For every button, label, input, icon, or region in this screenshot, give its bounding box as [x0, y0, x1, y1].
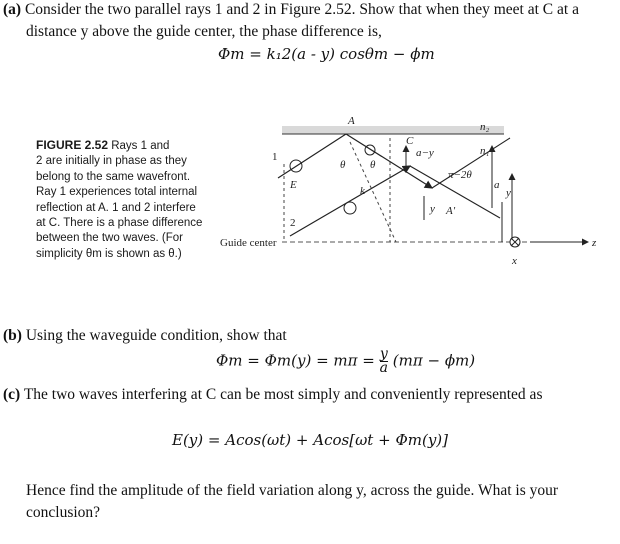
label-guide-center: Guide center: [220, 237, 277, 249]
part-a-label: (a): [3, 1, 22, 18]
part-c-closing-line2: conclusion?: [26, 504, 101, 521]
wave-symbol-3: [365, 145, 375, 155]
label-E: E: [290, 179, 297, 191]
figure-caption-line-3: Ray 1 experiences total internal: [36, 186, 198, 199]
label-A-prime: A′: [446, 205, 456, 217]
part-b-eq-right: (mπ − ϕm): [392, 351, 476, 370]
part-b-label: (b): [3, 327, 22, 344]
part-a-equation: Φm = k₁2(a - y) cosθm − ϕm: [218, 45, 435, 63]
figure-caption-line-0: Rays 1 and: [111, 140, 170, 152]
part-c-closing-line1: Hence find the amplitude of the field variation along y, across the guide. What is your: [26, 482, 559, 499]
label-n2: n₂: [480, 121, 490, 133]
part-a-line2: distance y above the guide center, the phase difference is,: [26, 23, 382, 40]
part-b-frac-den: a: [379, 360, 388, 376]
label-a-minus-y: a−y: [416, 147, 434, 159]
figure-caption-line-1: 2 are initially in phase as they: [36, 155, 187, 168]
part-b-eq-left: Φm = Φm(y) = mπ =: [216, 351, 375, 370]
label-z: z: [592, 237, 597, 249]
label-pi-minus-2theta: π−2θ: [448, 169, 472, 181]
part-a-line1: Consider the two parallel rays 1 and 2 in Figure 2.52. Show that when they meet at C at a: [24, 1, 579, 18]
wave-symbol-2: [344, 202, 356, 214]
part-c-label: (c): [3, 386, 21, 403]
cladding-band: [282, 126, 504, 134]
label-A: A: [348, 115, 355, 127]
figure-caption-line-2: belong to the same wavefront.: [36, 170, 191, 183]
label-n1: n₁: [480, 145, 490, 157]
part-c-equation: E(y) = Acos(ωt) + Acos[ωt + Φm(y)]: [172, 431, 448, 449]
figure-caption-line-5: at C. There is a phase difference: [36, 217, 203, 230]
figure-caption-line-6: between the two waves. (For: [36, 232, 184, 245]
label-y-right: y: [506, 187, 511, 199]
part-c-text: [3, 385, 615, 405]
figure-caption-line-4: reflection at A. 1 and 2 interfere: [36, 201, 196, 214]
ray-1-incident: [278, 134, 346, 178]
figure-caption: [36, 138, 216, 262]
waveguide-diagram: [210, 108, 610, 278]
label-theta-2: θ: [370, 159, 376, 171]
part-b-frac-num: y: [379, 346, 388, 362]
part-b-equation: [216, 348, 475, 375]
label-C: C: [406, 135, 414, 147]
label-a: a: [494, 179, 500, 191]
ray-2: [290, 166, 410, 236]
figure-caption-title: FIGURE 2.52: [36, 138, 109, 152]
part-b-text: [3, 326, 287, 346]
part-b-fraction: [380, 348, 388, 375]
label-y-inner: y: [430, 203, 435, 215]
wavefront-mid: [350, 142, 396, 242]
part-c-body: The two waves interfering at C can be most simply and conveniently represented as: [23, 386, 543, 403]
label-x: x: [512, 255, 517, 267]
figure-caption-line-7: simplicity θm is shown as θ.): [36, 247, 182, 260]
label-theta-1: θ: [340, 159, 346, 171]
label-ray-2: 2: [290, 217, 296, 229]
label-k: k: [360, 185, 365, 197]
part-b-body: Using the waveguide condition, show that: [25, 327, 287, 344]
label-ray-1: 1: [272, 151, 278, 163]
part-a-text: [3, 0, 615, 20]
